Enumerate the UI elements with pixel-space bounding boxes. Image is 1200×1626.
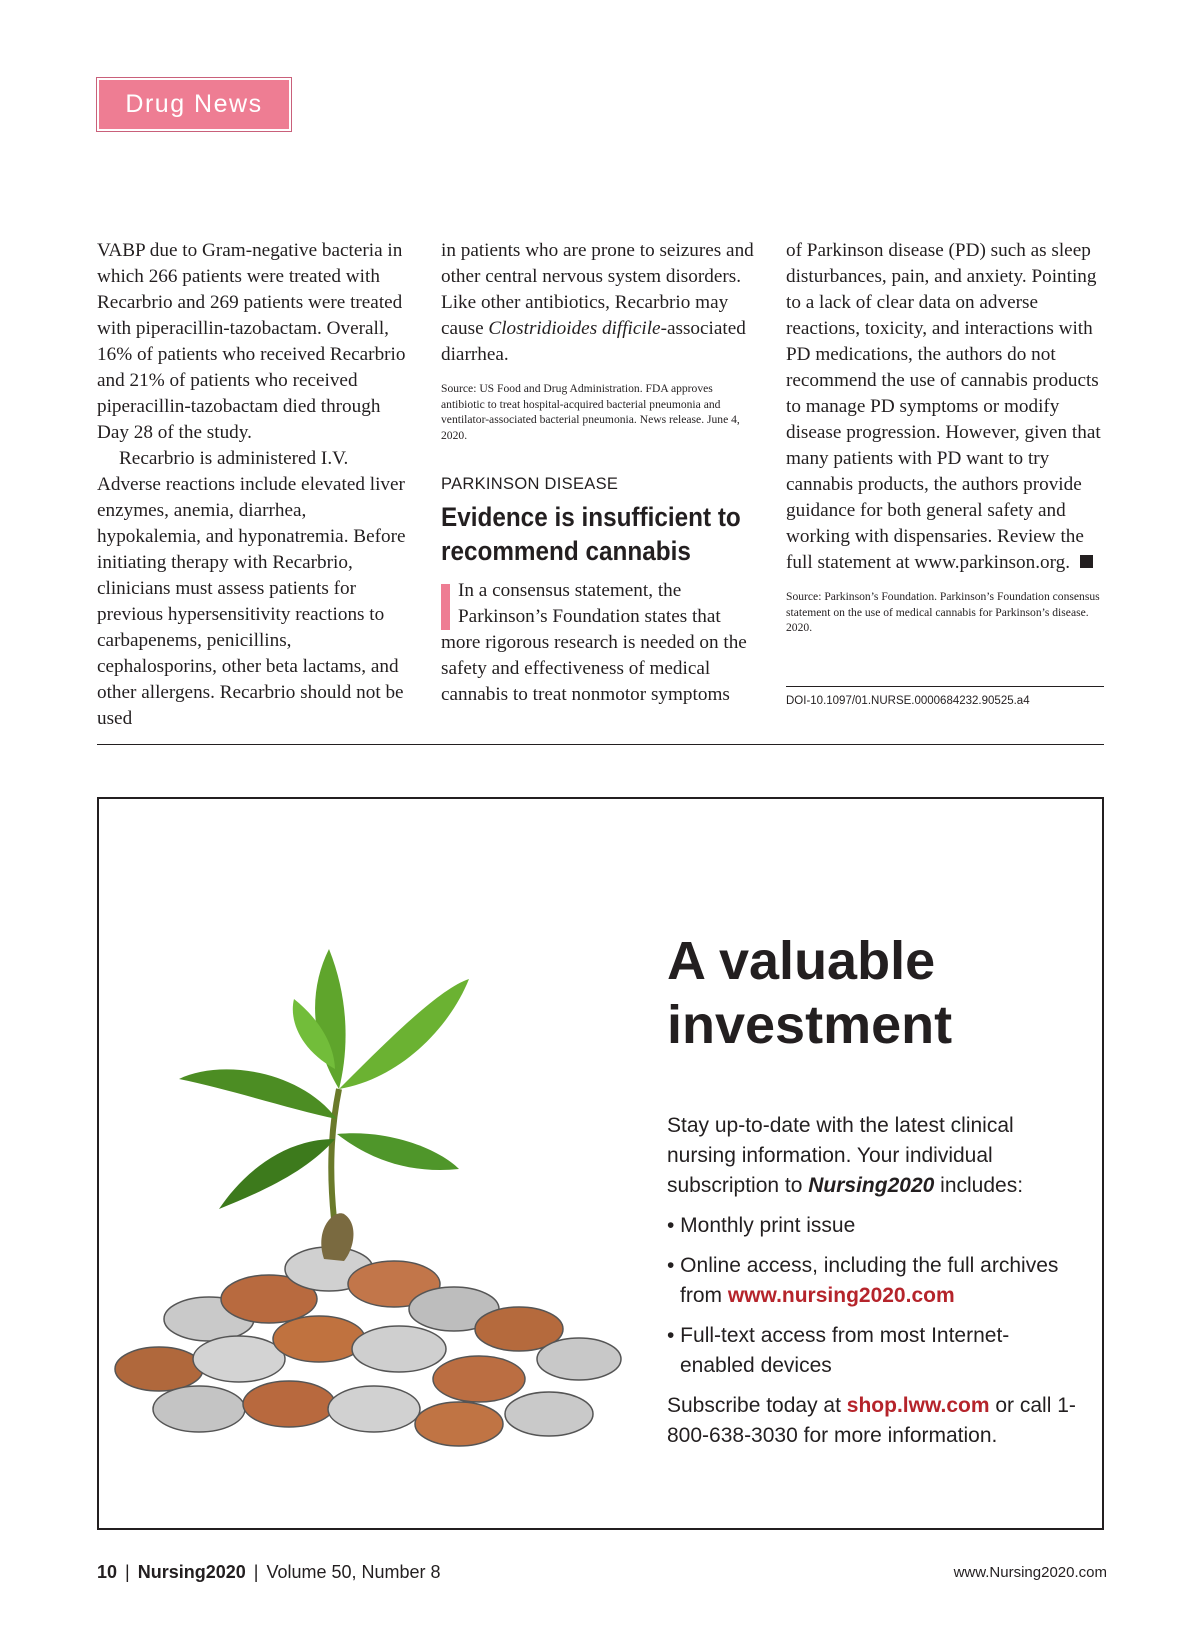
ad-body [667, 1111, 1077, 1461]
ad-cta: Subscribe today at shop.lww.com or call 1-800-638-3030 for more information. [667, 1394, 1076, 1447]
ad-intro: Stay up-to-date with the latest clinical nursing information. Your individual subscription to Nursing2020 includes: [667, 1114, 1024, 1197]
shop-link[interactable]: shop.lww.com [846, 1394, 990, 1417]
subscription-ad [97, 797, 1104, 1530]
column-2 [441, 238, 759, 708]
list-item: • Full-text access from most Internet-enabled devices [667, 1324, 1010, 1377]
footer-url[interactable]: www.Nursing2020.com [953, 1564, 1107, 1581]
body-paragraph: In a consensus statement, the Parkinson’s Foundation states that more rigorous research is needed on the safety and effectiveness of medical cannabis to treat nonmotor symptoms [441, 580, 747, 705]
page-number: 10 [97, 1562, 118, 1582]
body-paragraph: Recarbrio is administered I.V. Adverse reactions include elevated liver enzymes, anemia, diarrhea, hypokalemia, and hyponatremia. Before initiating therapy with Recarbrio, clinicians must assess patients for previous hypersensitivity reactions to carbapenems, penicillins, cephalosporins, other beta lactams, and other allergens. Recarbrio should not be used [97, 448, 406, 729]
doi-line: DOI-10.1097/01.NURSE.0000684232.90525.a4 [786, 686, 1104, 707]
column-3 [786, 238, 1104, 636]
source-note: Source: Parkinson’s Foundation. Parkinson’s Foundation consensus statement on the use of medical cannabis for Parkinson’s disease. 2020. [786, 590, 1100, 634]
footer-separator: | [125, 1562, 130, 1582]
source-note: Source: US Food and Drug Administration. FDA approves antibiotic to treat hospital-acquired bacterial pneumonia and ventilator-associated bacterial pneumonia. News release. June 4, 2020. [441, 382, 740, 442]
volume-info: Volume 50, Number 8 [266, 1562, 441, 1582]
body-paragraph: in patients who are prone to seizures and other central nervous system disorders. Like other antibiotics, Recarbrio may cause Clostridioides difficile-associated diarrhea. [441, 240, 754, 365]
article-kicker: PARKINSON DISEASE [441, 475, 619, 493]
plant-coins-image [99, 889, 644, 1459]
journal-name: Nursing2020 [137, 1562, 246, 1582]
body-paragraph: VABP due to Gram-negative bacteria in which 266 patients were treated with Recarbrio and 269 patients were treated with piperacillin-tazobactam. Overall, 16% of patients who received Recarbrio and 21% of patients who received piperacillin-tazobactam died through Day 28 of the study. [97, 240, 406, 443]
nursing-site-link[interactable]: www.nursing2020.com [727, 1284, 955, 1307]
benefit-list [667, 1211, 1077, 1381]
list-item: • Online access, including the full archives from www.nursing2020.com [667, 1254, 1059, 1307]
end-mark-icon [1080, 555, 1093, 568]
list-item: • Monthly print issue [667, 1214, 856, 1237]
article-headline: Evidence is insufficient to recommend cannabis [441, 502, 741, 566]
body-paragraph: of Parkinson disease (PD) such as sleep disturbances, pain, and anxiety. Pointing to a lack of clear data on adverse reactions, toxicity, and interactions with PD medications, the authors do not recommend the use of cannabis products to manage PD symptoms or modify disease progression. However, given that many patients with PD want to try cannabis products, the authors provide guidance for both general safety and working with dispensaries. Review the full statement at www.parkinson.org. [786, 240, 1101, 573]
page-footer [97, 1562, 1107, 1583]
ad-title: A valuable investment [667, 931, 953, 1055]
divider [97, 744, 1104, 745]
drop-cap-bar [441, 584, 450, 630]
column-1 [97, 238, 415, 732]
footer-separator: | [253, 1562, 259, 1582]
section-tag: Drug News [97, 78, 291, 131]
